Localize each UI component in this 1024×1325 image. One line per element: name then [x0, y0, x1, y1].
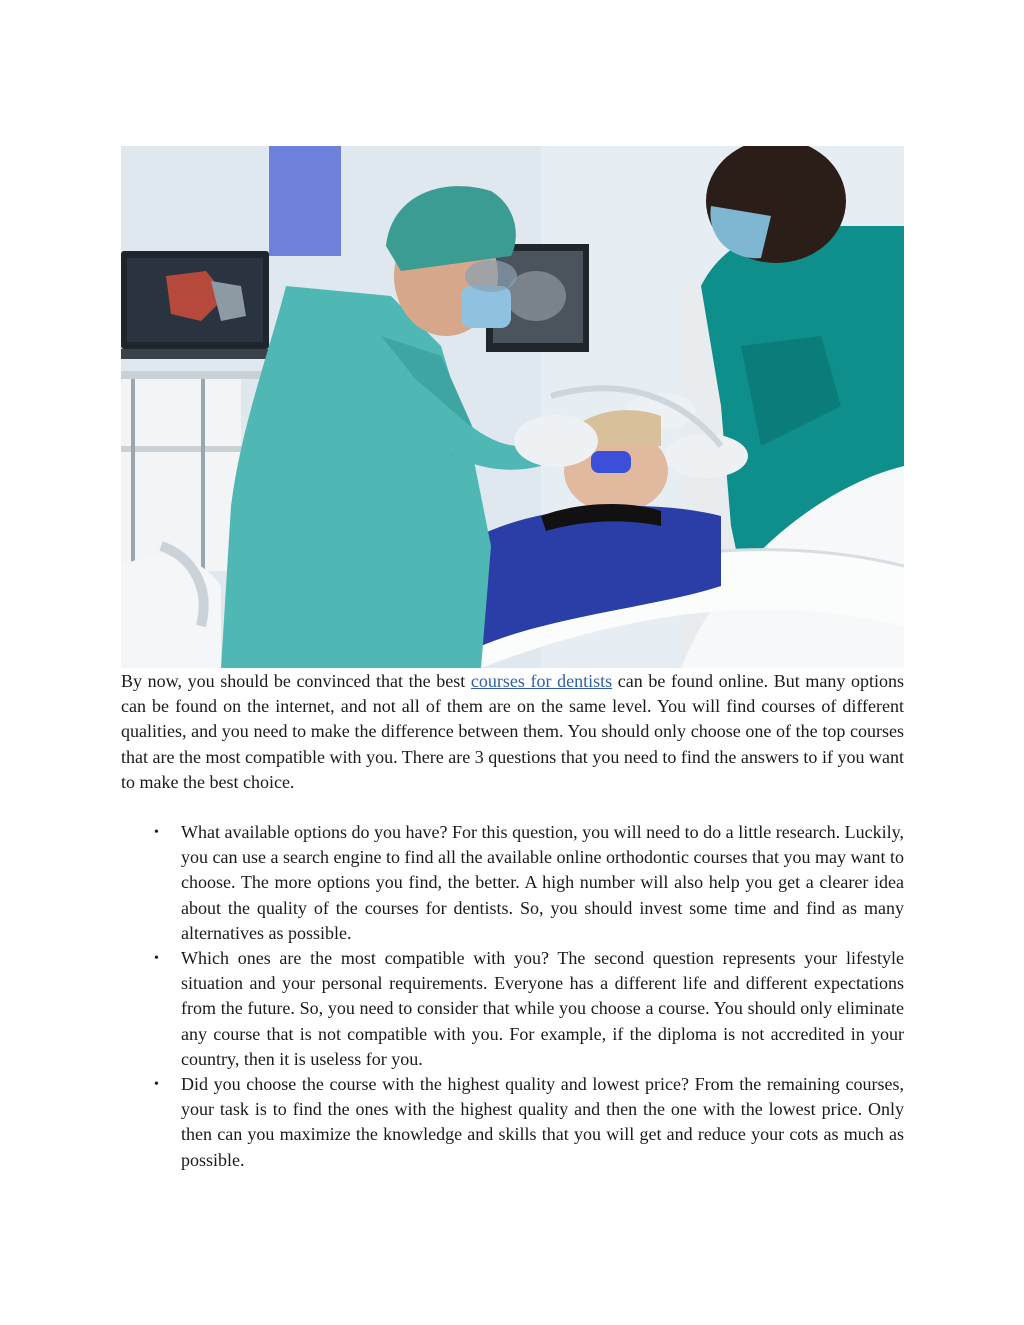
- bullet-marker: •: [154, 825, 159, 840]
- intro-before-link: By now, you should be convinced that the best: [121, 671, 471, 691]
- intro-after-link: can be found online. But many options can be found on the internet, and not all of them are on the same level. You will find courses of different qualities, and you need to make the difference between them. You should only choose one of the top courses that are the most compatible with you. There are 3 questions that you need to find the answers to if you want to make the best choice.: [121, 671, 904, 792]
- list-item-text: What available options do you have? For this question, you will need to do a little research. Luckily, you can use a search engine to find all the available online orthodontic courses that you may want to choose. The more options you find, the better. A high number will also help you get a clearer idea about the quality of the courses for dentists. So, you should invest some time and find as many alternatives as possible.: [181, 822, 904, 943]
- bullet-marker: •: [154, 951, 159, 967]
- list-item-text: Which ones are the most compatible with you? The second question represents your lifestyle situation and your personal requirements. Everyone has a different life and different expectations from the future. So, you need to consider that while you choose a course. You should only eliminate any course that is not compatible with you. For example, if the diploma is not accredited in your country, then it is useless for you.: [181, 948, 904, 1069]
- list-item: [121, 820, 904, 946]
- list-item-text: Did you choose the course with the highest quality and lowest price? From the remaining courses, your task is to find the ones with the highest quality and then the one with the lowest price. Only then can you maximize the knowledge and skills that you will get and reduce your cots as much as possible.: [181, 1074, 904, 1170]
- dentist-treating-patient-photo: [121, 146, 904, 668]
- dentist-photo: [121, 146, 904, 668]
- bullet-marker: •: [154, 1077, 159, 1093]
- questions-list: [121, 820, 904, 1173]
- list-item: [121, 1072, 904, 1173]
- courses-for-dentists-link[interactable]: courses for dentists: [470, 671, 613, 691]
- intro-paragraph: [121, 669, 904, 795]
- list-item: [121, 946, 904, 1072]
